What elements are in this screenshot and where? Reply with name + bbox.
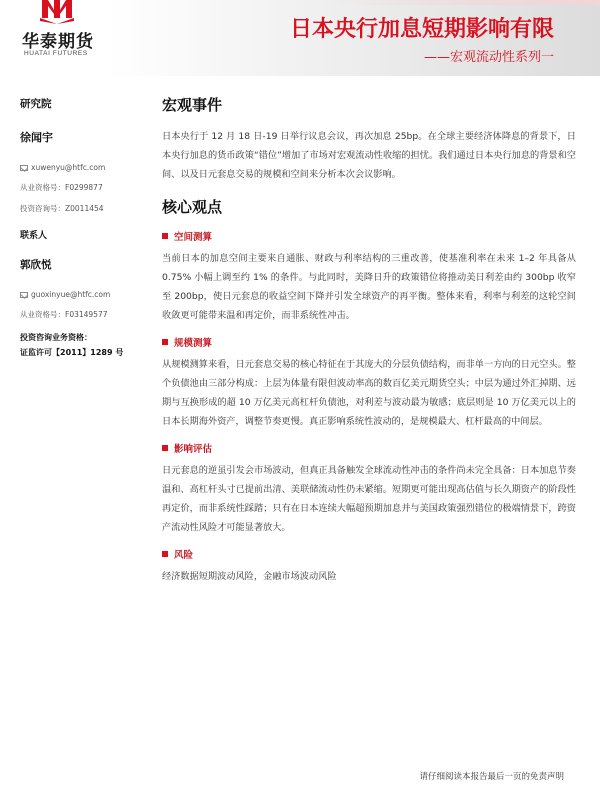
- point-label: 空间测算: [174, 232, 213, 243]
- license-line-1: 投资咨询业务资格：: [20, 333, 92, 342]
- macro-event-paragraph: 日本央行于 12 月 18 日-19 日举行议息会议，再次加息 25bp。在全球主要经济体降息的背景下，日本央行加息的货币政策“错位”增加了市场对宏观流动性收缩的担忧。我们通过日本央行加息的背景和空间、以及日元套息交易的规模和空间来分析本次会议影响。: [162, 131, 576, 180]
- section-title-core-views: 核心观点: [162, 198, 223, 216]
- point-header: [162, 547, 576, 561]
- logo-cn-text: 华泰期货: [22, 32, 94, 52]
- point-header: [162, 441, 576, 455]
- contact-label: 联系人: [20, 231, 48, 241]
- point-body: 当前日本的加息空间主要来自通胀、财政与利率结构的三重改善，使基准利率在未来 1–2 年具备从 0.75% 小幅上调至约 1% 的条件。与此同时，美降日升的政策错位将推动美日利差由约 300bp 收窄至 200bp，使日元套息的收益空间下降并引发全球资产的再平衡。整体来看，利率与利差的这轮空间收敛更可能带来温和再定价，而非系统性冲击。: [162, 253, 576, 321]
- point-header: [162, 229, 576, 243]
- point-label: 规模测算: [174, 338, 213, 349]
- section-title-macro-event: 宏观事件: [162, 96, 223, 114]
- analyst-email[interactable]: xuwenyu@htfc.com: [31, 163, 106, 172]
- analyst-cert-2: 投资咨询号：Z0011454: [20, 204, 104, 213]
- red-square-bullet-icon: [162, 551, 168, 557]
- red-square-bullet-icon: [162, 233, 168, 239]
- department-label: 研究院: [20, 98, 52, 110]
- report-header: [0, 0, 600, 76]
- contact-cert: 从业资格号：F03149577: [20, 310, 108, 319]
- contact-email[interactable]: guoxinyue@htfc.com: [31, 290, 111, 299]
- report-body: [162, 94, 576, 586]
- company-logo: [14, 0, 104, 66]
- point-body: 日元套息的逆虽引发会市场波动，但真正具备触发全球流动性冲击的条件尚未完全具备：日本加息节奏温和、高杠杆头寸已提前出清、美联储流动性仍未紧缩。短期更可能出现高估值与长久期资产的阶段性再定价，而非系统性踩踏；只有在日本连续大幅超预期加息并与美国政策强烈错位的极端情景下，跨资产流动性风险才可能显著放大。: [162, 465, 576, 533]
- red-square-bullet-icon: [162, 339, 168, 345]
- contact-name: 郭欣悦: [20, 259, 52, 271]
- logo-mark-icon: [40, 0, 74, 24]
- point-body: 从规模测算来看，日元套息交易的核心特征在于其庞大的分层负债结构，而非单一方向的日元空头。整个负债池由三部分构成：上层为体量有限但波动率高的数百亿美元期货空头；中层为通过外汇掉期、远期与互换形成的超 10 万亿美元高杠杆负债池，对利差与波动最为敏感；底层则是 10 万亿美元以上的日本长期海外资产，调整节奏更慢。真正影响系统性波动的，是规模最大、杠杆最高的中间层。: [162, 359, 576, 427]
- disclaimer-note: 请仔细阅读本报告最后一页的免责声明: [419, 772, 564, 782]
- red-square-bullet-icon: [162, 445, 168, 451]
- author-sidebar: [20, 92, 140, 358]
- analyst-email-row: [20, 163, 140, 172]
- analyst-cert-1: 从业资格号：F0299877: [20, 183, 103, 192]
- point-body: 经济数据短期波动风险，金融市场波动风险: [162, 571, 337, 582]
- point-label: 风险: [174, 550, 194, 561]
- point-label: 影响评估: [174, 444, 213, 455]
- contact-email-row: [20, 290, 140, 299]
- header-accent-strip: [330, 0, 600, 5]
- mail-icon: [20, 165, 28, 171]
- report-title: 日本央行加息短期影响有限: [289, 17, 554, 42]
- analyst-name: 徐闻宇: [20, 131, 53, 144]
- mail-icon: [20, 292, 28, 298]
- logo-en-text: HUATAI FUTURES: [24, 50, 88, 57]
- point-header: [162, 335, 576, 349]
- report-subtitle: ——宏观流动性系列一: [423, 50, 554, 65]
- license-line-2: 证监许可【2011】1289 号: [20, 348, 124, 357]
